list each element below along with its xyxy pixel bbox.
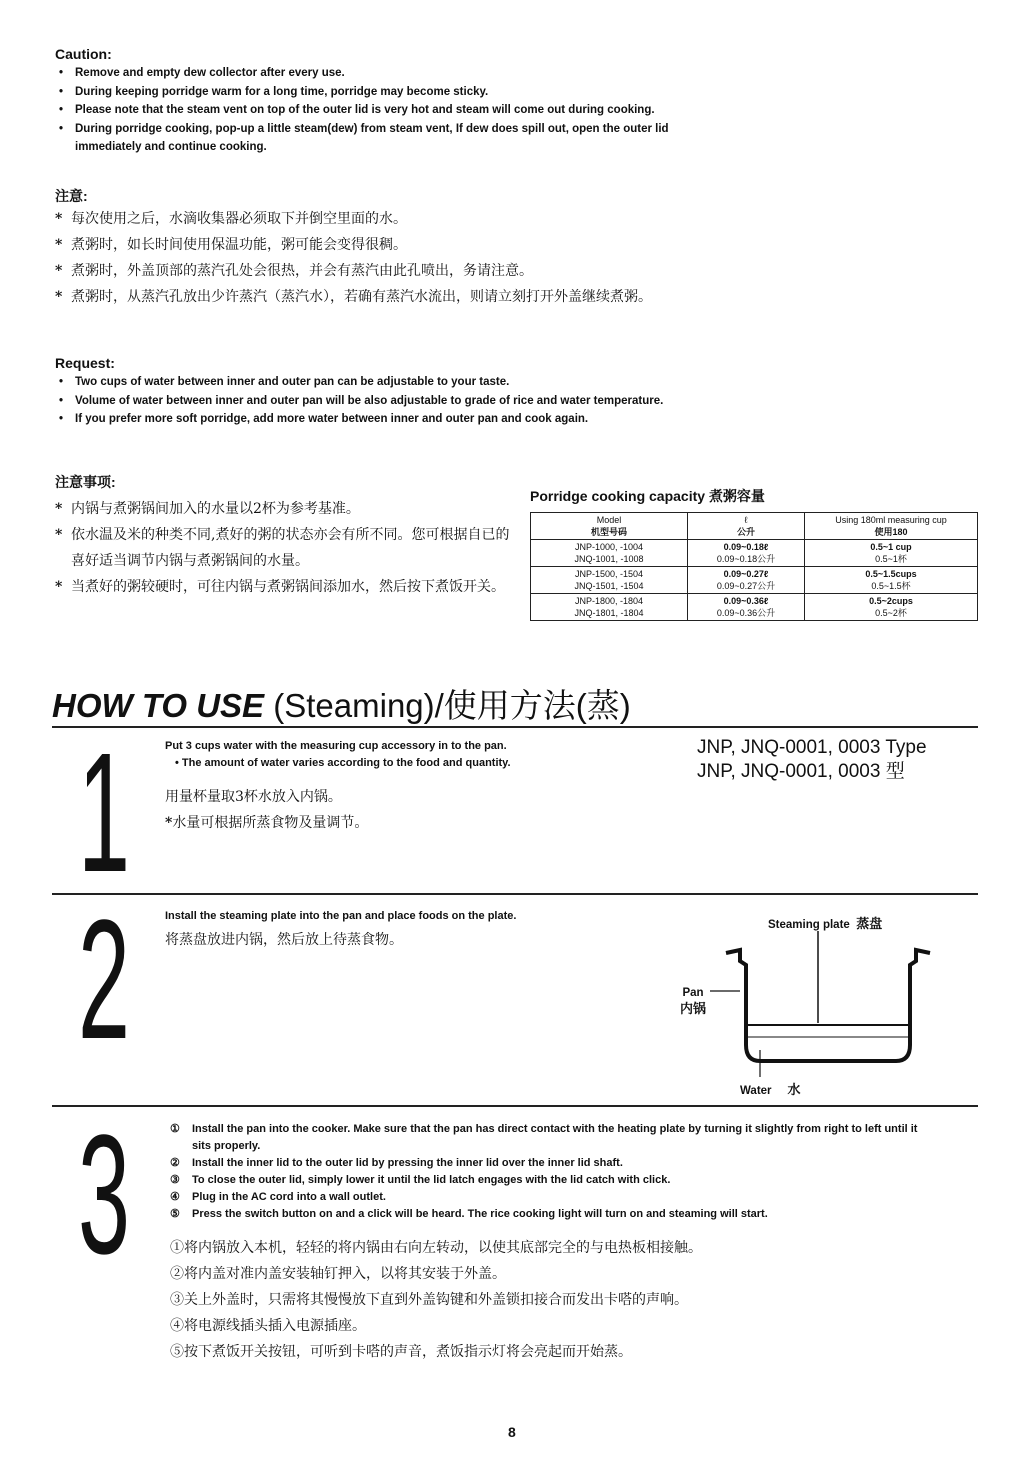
caution-list xyxy=(55,64,705,157)
step-number-2: 2 xyxy=(78,885,131,1075)
caution-zh-section xyxy=(55,186,705,310)
divider xyxy=(52,1105,978,1107)
request-zh-item: * 依水温及米的种类不同,煮好的粥的状态亦会有所不同。您可根据自已的喜好适当调节内锅与煮粥锅间的水量。 xyxy=(55,522,515,574)
step1-zh-main: 用量杯量取3杯水放入内锅。 xyxy=(165,789,342,805)
caution-item: • Remove and empty dew collector after every use. xyxy=(55,64,705,83)
table-row xyxy=(531,594,978,621)
cell-model: JNP-1800, -1804 JNQ-1801, -1804 xyxy=(531,594,688,621)
section-title xyxy=(52,680,631,727)
cell-model: JNP-1000, -1004 JNQ-1001, -1008 xyxy=(531,540,688,567)
steaming-diagram xyxy=(660,905,980,1105)
step3-zh-item: ①将内锅放入本机，轻轻的将内锅由右向左转动，以使其底部完全的与电热板相接触。 xyxy=(170,1240,702,1256)
request-zh-item: * 内锅与煮粥锅间加入的水量以2杯为参考基准。 xyxy=(55,496,515,522)
section-title-sub: (Steaming)/使用方法(蒸) xyxy=(264,687,631,724)
request-list xyxy=(55,373,705,429)
step3-en-item: ② Install the inner lid to the outer lid by pressing the inner lid over the inner lid shaft. xyxy=(170,1157,623,1169)
plate-label: Steaming plate 蒸盘 xyxy=(768,916,883,931)
porridge-table-caption: Porridge cooking capacity 煮粥容量 xyxy=(530,488,765,504)
caution-section xyxy=(55,46,705,157)
water-label: Water 水 xyxy=(740,1082,801,1097)
step-number-3: 3 xyxy=(78,1100,131,1290)
request-heading: Request: xyxy=(55,355,115,371)
request-zh-heading: 注意事项: xyxy=(55,474,116,490)
caution-zh-item: * 每次使用之后，水滴收集器必须取下并倒空里面的水。 xyxy=(55,206,705,232)
header-model: Model 机型号码 xyxy=(531,513,688,540)
cell-cups: 0.5~2cups 0.5~2杯 xyxy=(805,594,978,621)
caution-item: • During keeping porridge warm for a long time, porridge may become sticky. xyxy=(55,83,705,102)
step3-en-item: ① Install the pan into the cooker. Make sure that the pan has direct contact with the heating plate by turning it slightly from right to left until it sits properly. xyxy=(170,1123,918,1152)
step3-en-item: ⑤ Press the switch button on and a click will be heard. The rice cooking light will turn on and steaming will start. xyxy=(170,1208,768,1220)
table-header-row xyxy=(531,513,978,540)
cell-model: JNP-1500, -1504 JNQ-1501, -1504 xyxy=(531,567,688,594)
cell-litre: 0.09~0.18ℓ 0.09~0.18公升 xyxy=(688,540,805,567)
header-cups: Using 180ml measuring cup 使用180 xyxy=(805,513,978,540)
step2-content xyxy=(165,908,645,953)
request-section xyxy=(55,355,705,429)
request-zh-list xyxy=(55,496,515,600)
request-zh-section xyxy=(55,472,515,600)
caution-zh-item: * 煮粥时，外盖顶部的蒸汽孔处会很热，并会有蒸汽由此孔喷出，务请注意。 xyxy=(55,258,705,284)
caution-item: • Please note that the steam vent on top of the outer lid is very hot and steam will come out during cooking. xyxy=(55,101,705,120)
step3-en-list xyxy=(170,1121,930,1223)
header-litre: ℓ 公升 xyxy=(688,513,805,540)
table-row xyxy=(531,540,978,567)
step-number-1: 1 xyxy=(78,718,131,908)
caution-zh-item: * 煮粥时，如长时间使用保温功能，粥可能会变得很稠。 xyxy=(55,232,705,258)
divider xyxy=(52,726,978,728)
caution-zh-list xyxy=(55,206,705,310)
page-number: 8 xyxy=(508,1424,516,1440)
step2-en: Install the steaming plate into the pan and place foods on the plate. xyxy=(165,910,517,922)
model-type-zh: JNP, JNQ-0001, 0003 型 xyxy=(697,761,905,782)
step3-content xyxy=(170,1121,930,1365)
step3-zh-item: ③关上外盖时，只需将其慢慢放下直到外盖钩键和外盖锁扣接合而发出卡嗒的声响。 xyxy=(170,1292,688,1308)
step3-en-item: ③ To close the outer lid, simply lower it until the lid latch engages with the lid catch with click. xyxy=(170,1174,671,1186)
step1-content xyxy=(165,738,665,836)
porridge-table xyxy=(530,512,978,621)
pan-drawing xyxy=(660,905,980,1105)
step3-zh-item: ②将内盖对准内盖安装轴钉押入，以将其安装于外盖。 xyxy=(170,1266,506,1282)
table-row xyxy=(531,567,978,594)
cell-cups: 0.5~1.5cups 0.5~1.5杯 xyxy=(805,567,978,594)
model-type-label xyxy=(697,736,927,784)
step1-en-note: • The amount of water varies according to the food and quantity. xyxy=(175,757,511,769)
caution-heading: Caution: xyxy=(55,46,112,62)
step3-zh-item: ⑤按下煮饭开关按钮，可听到卡嗒的声音，煮饭指示灯将会亮起而开始蒸。 xyxy=(170,1344,632,1360)
step3-en-item: ④ Plug in the AC cord into a wall outlet. xyxy=(170,1191,386,1203)
divider xyxy=(52,893,978,895)
request-item: • If you prefer more soft porridge, add more water between inner and outer pan and cook again. xyxy=(55,410,705,429)
model-type-en: JNP, JNQ-0001, 0003 Type xyxy=(697,737,927,758)
porridge-capacity xyxy=(530,486,978,621)
step1-zh-note: *水量可根据所蒸食物及量调节。 xyxy=(165,815,369,831)
caution-zh-item: * 煮粥时，从蒸汽孔放出少许蒸汽（蒸汽水），若确有蒸汽水流出，则请立刻打开外盖继续煮粥。 xyxy=(55,284,705,310)
cell-litre: 0.09~0.36ℓ 0.09~0.36公升 xyxy=(688,594,805,621)
cell-litre: 0.09~0.27ℓ 0.09~0.27公升 xyxy=(688,567,805,594)
pan-label: Pan 内锅 xyxy=(680,987,707,1016)
step3-zh-item: ④将电源线插头插入电源插座。 xyxy=(170,1318,366,1334)
step1-en-main: Put 3 cups water with the measuring cup accessory in to the pan. xyxy=(165,740,507,752)
section-title-main: HOW TO USE xyxy=(52,687,265,724)
caution-item: • During porridge cooking, pop-up a little steam(dew) from steam vent, If dew does spill out, open the outer lid immediately and continue cooking. xyxy=(55,120,705,157)
caution-zh-heading: 注意: xyxy=(55,188,88,204)
request-item: • Two cups of water between inner and outer pan can be adjustable to your taste. xyxy=(55,373,705,392)
request-zh-item: * 当煮好的粥较硬时，可往内锅与煮粥锅间添加水，然后按下煮饭开关。 xyxy=(55,574,515,600)
cell-cups: 0.5~1 cup 0.5~1杯 xyxy=(805,540,978,567)
request-item: • Volume of water between inner and outer pan will be also adjustable to grade of rice and water temperature. xyxy=(55,392,705,411)
step3-zh-list xyxy=(170,1235,930,1365)
step2-zh: 将蒸盘放进内锅，然后放上待蒸食物。 xyxy=(165,932,403,948)
